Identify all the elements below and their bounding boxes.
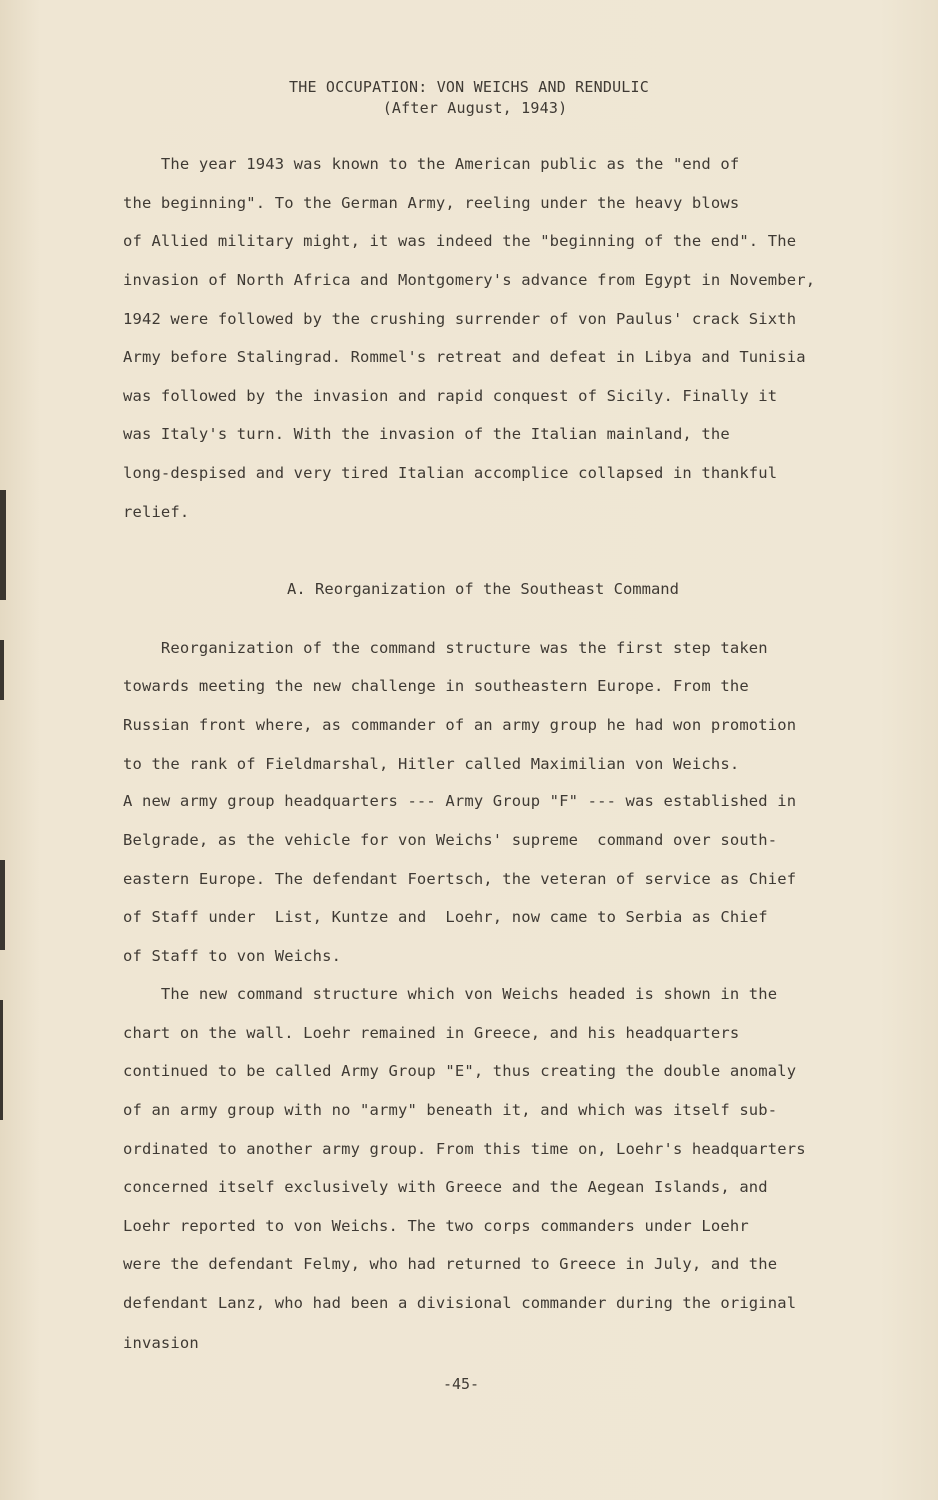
left-edge-mark (0, 490, 6, 600)
text-line: invasion (123, 1334, 199, 1352)
page-number: -45- (442, 1375, 480, 1393)
left-edge-mark (0, 640, 4, 700)
text-line: invasion of North Africa and Montgomery's advance from Egypt in November, (123, 271, 816, 289)
text-line: The new command structure which von Weichs headed is shown in the (123, 985, 778, 1003)
left-edge-mark (0, 1000, 3, 1120)
text-line: Reorganization of the command structure was the first step taken (123, 639, 768, 657)
text-line: chart on the wall. Loehr remained in Greece, and his headquarters (123, 1024, 740, 1042)
text-line: of an army group with no "army" beneath it, and which was itself sub- (123, 1101, 778, 1119)
text-line: continued to be called Army Group "E", thus creating the double anomaly (123, 1062, 797, 1080)
text-line: relief. (123, 503, 190, 521)
text-line: Army before Stalingrad. Rommel's retreat and defeat in Libya and Tunisia (123, 348, 806, 366)
text-line: Loehr reported to von Weichs. The two corps commanders under Loehr (123, 1217, 749, 1235)
text-line: Belgrade, as the vehicle for von Weichs' supreme command over south- (123, 831, 778, 849)
text-line: was Italy's turn. With the invasion of the Italian mainland, the (123, 425, 730, 443)
text-line: to the rank of Fieldmarshal, Hitler called Maximilian von Weichs. (123, 755, 740, 773)
text-line: The year 1943 was known to the American public as the "end of (123, 155, 740, 173)
text-line: of Staff under List, Kuntze and Loehr, now came to Serbia as Chief (123, 908, 768, 926)
text-line: concerned itself exclusively with Greece and the Aegean Islands, and (123, 1178, 768, 1196)
page-title: THE OCCUPATION: VON WEICHS AND RENDULIC (289, 78, 649, 96)
text-line: long-despised and very tired Italian accomplice collapsed in thankful (123, 464, 778, 482)
text-line: of Allied military might, it was indeed the "beginning of the end". The (123, 232, 797, 250)
page-subtitle: (After August, 1943) (382, 99, 568, 117)
text-line: eastern Europe. The defendant Foertsch, the veteran of service as Chief (123, 870, 797, 888)
text-line: A new army group headquarters --- Army Group "F" --- was established in (123, 792, 797, 810)
text-line: of Staff to von Weichs. (123, 947, 342, 965)
text-line: ordinated to another army group. From this time on, Loehr's headquarters (123, 1140, 806, 1158)
left-edge-mark (0, 860, 5, 950)
text-line: 1942 were followed by the crushing surrender of von Paulus' crack Sixth (123, 310, 797, 328)
text-line: was followed by the invasion and rapid conquest of Sicily. Finally it (123, 387, 778, 405)
text-line: defendant Lanz, who had been a divisional commander during the original (123, 1294, 797, 1312)
section-heading: A. Reorganization of the Southeast Command (287, 580, 679, 598)
text-line: towards meeting the new challenge in southeastern Europe. From the (123, 677, 749, 695)
text-line: Russian front where, as commander of an army group he had won promotion (123, 716, 797, 734)
text-line: the beginning". To the German Army, reeling under the heavy blows (123, 194, 740, 212)
text-line: were the defendant Felmy, who had returned to Greece in July, and the (123, 1255, 778, 1273)
